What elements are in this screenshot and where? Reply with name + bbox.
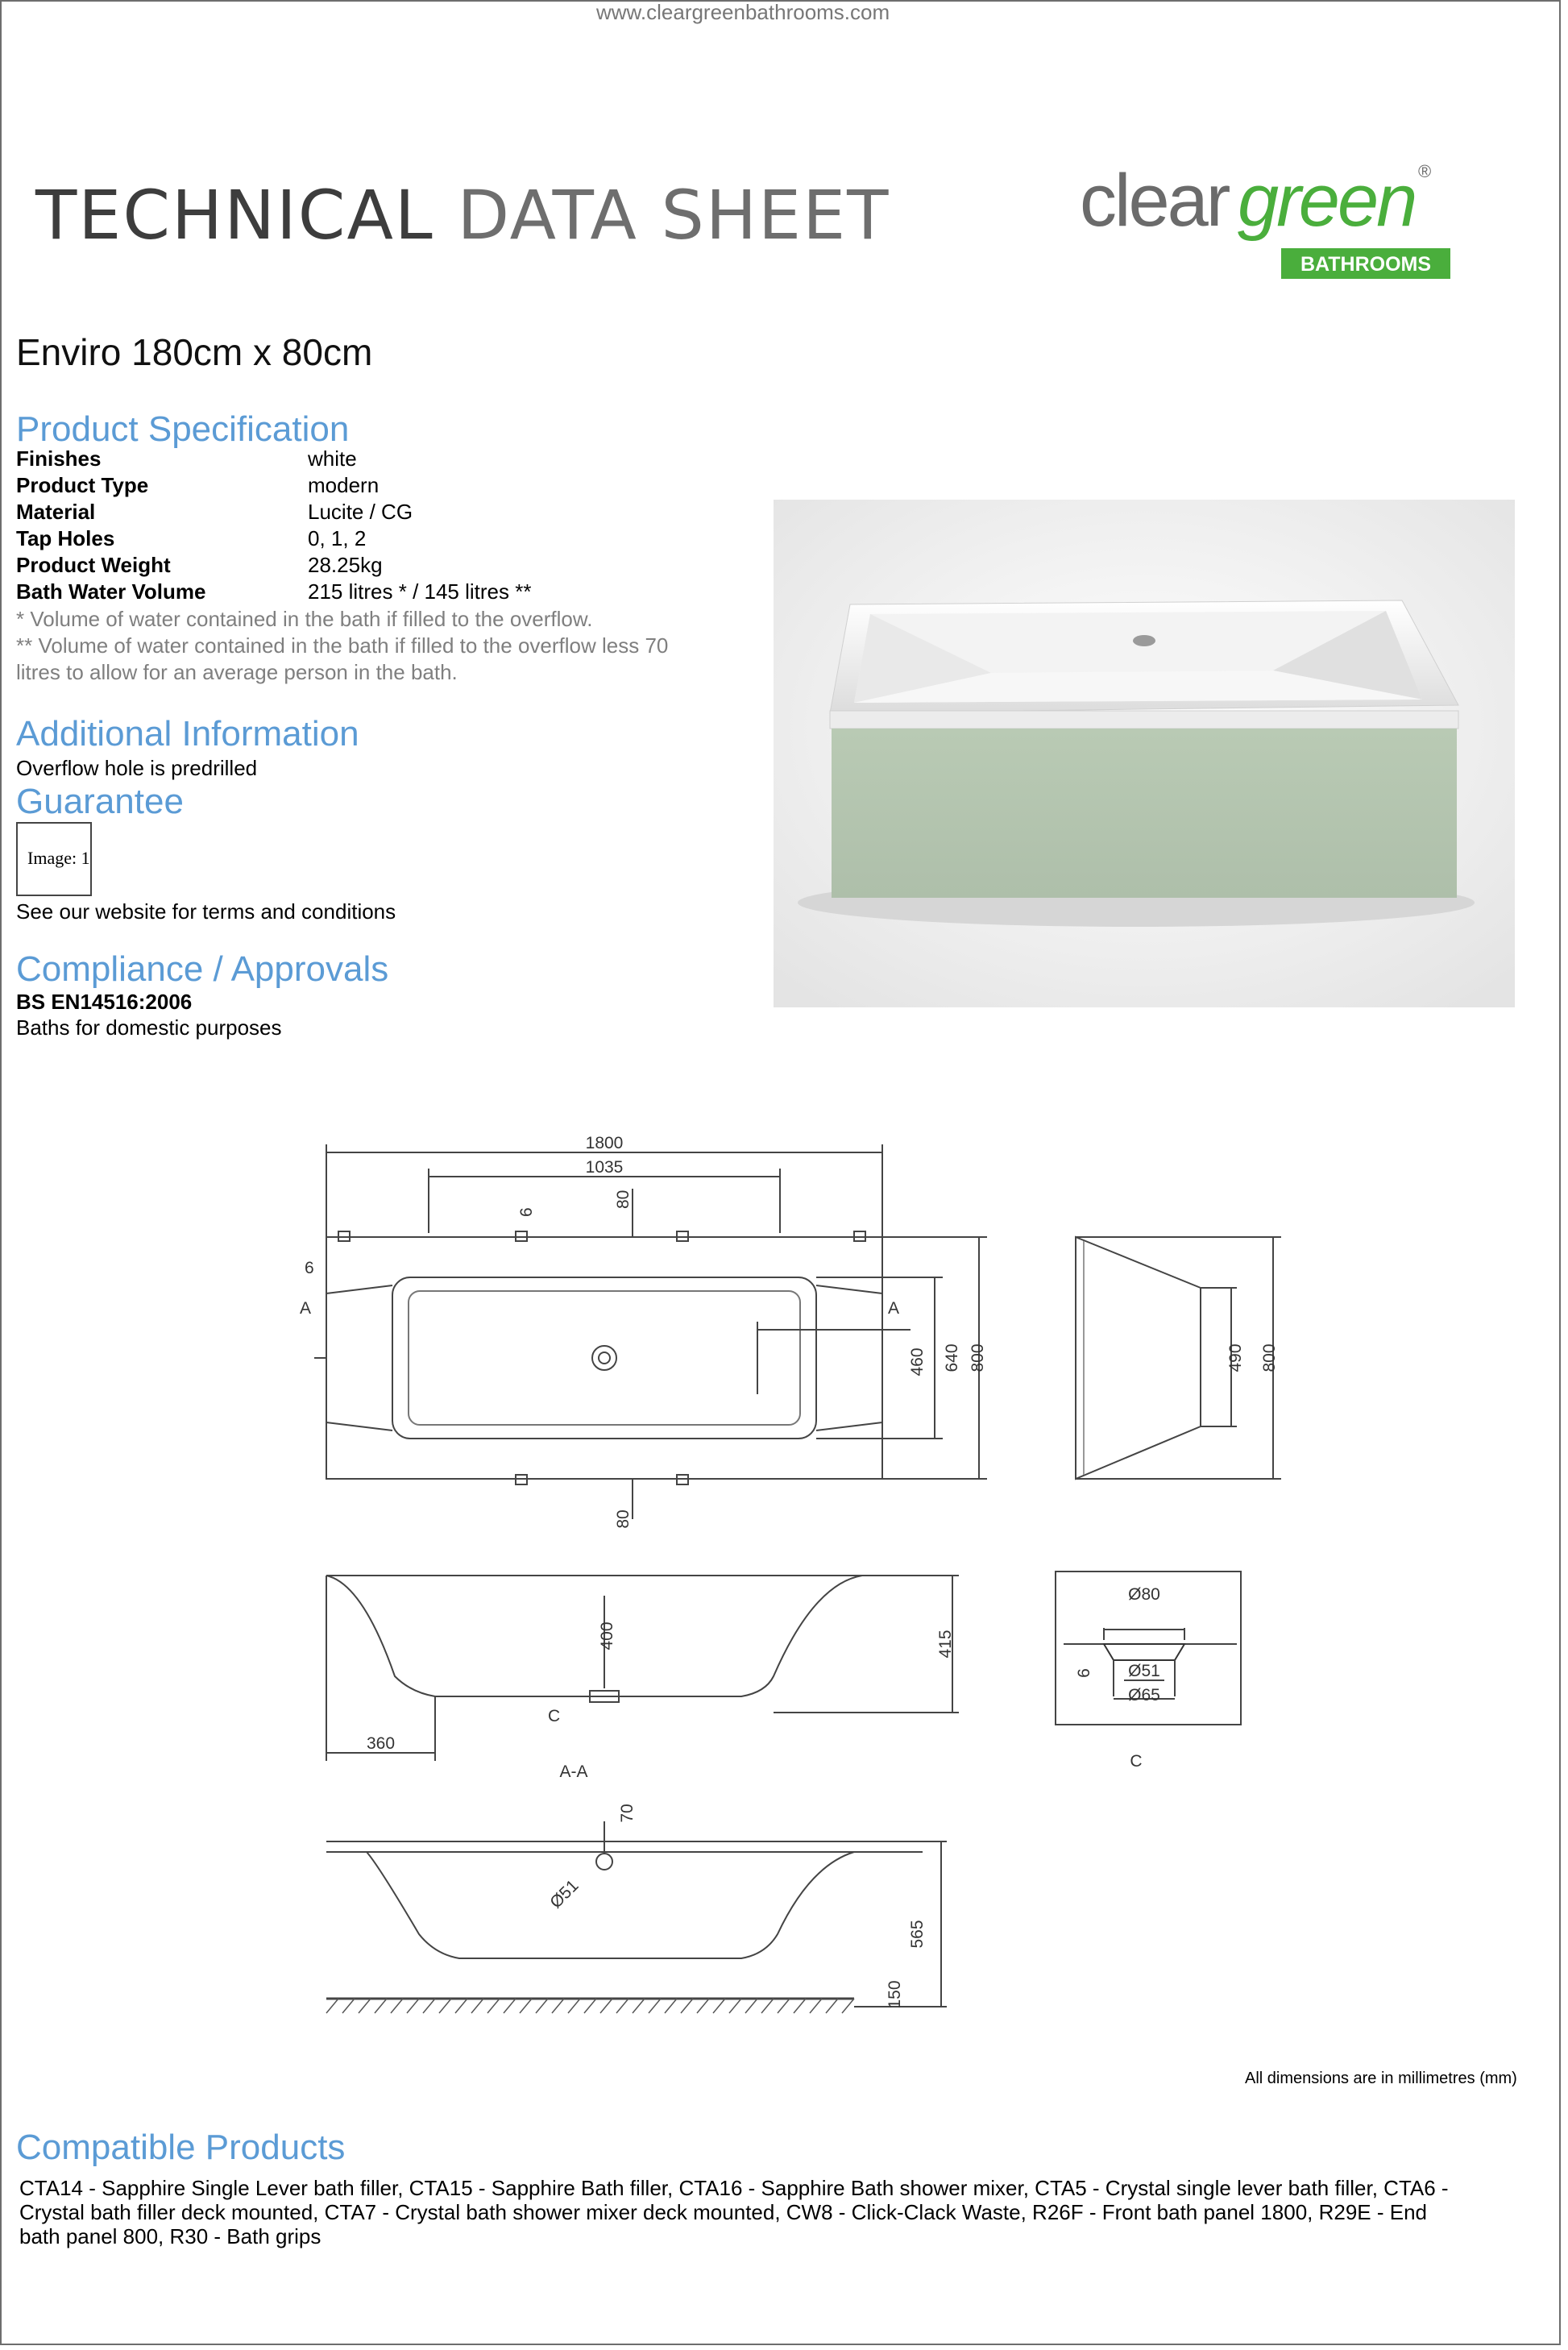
spec-label: Tap Holes bbox=[16, 526, 115, 550]
section-marker-a-left: A bbox=[300, 1299, 312, 1318]
svg-text:®: ® bbox=[1418, 161, 1432, 181]
section-marker-a-right: A bbox=[888, 1299, 900, 1318]
compliance-heading: Compliance / Approvals bbox=[16, 949, 389, 989]
guarantee-image-label: Image: 1 bbox=[27, 848, 90, 868]
dim-460: 460 bbox=[908, 1347, 927, 1376]
volume-note: ** Volume of water contained in the bath if filled to the overflow less 70 bbox=[16, 633, 669, 658]
spec-label: Bath Water Volume bbox=[16, 579, 206, 604]
sheet-title-strong: TECHNICAL bbox=[35, 176, 434, 255]
spec-value: 0, 1, 2 bbox=[308, 526, 367, 550]
spec-label: Material bbox=[16, 500, 96, 524]
bath-product-photo bbox=[774, 500, 1515, 1007]
spec-row bbox=[16, 472, 379, 499]
spec-value: 28.25kg bbox=[308, 553, 383, 577]
dim-400: 400 bbox=[598, 1621, 616, 1650]
dim-80-top: 80 bbox=[614, 1190, 633, 1209]
volume-note: * Volume of water contained in the bath if filled to the overflow. bbox=[16, 607, 593, 631]
spec-value: modern bbox=[308, 473, 380, 497]
dim-6-top: 6 bbox=[517, 1207, 536, 1217]
dim-o51-side: Ø51 bbox=[546, 1876, 583, 1912]
end-view bbox=[1076, 1237, 1281, 1479]
spec-label: Finishes bbox=[16, 446, 102, 471]
compatible-products-heading: Compatible Products bbox=[16, 2128, 346, 2167]
spec-value: 215 litres * / 145 litres ** bbox=[308, 579, 532, 604]
compliance-description: Baths for domestic purposes bbox=[16, 1015, 282, 1040]
spec-label: Product Weight bbox=[16, 553, 171, 577]
section-aa bbox=[326, 1576, 959, 1761]
dim-6-c: 6 bbox=[1075, 1668, 1093, 1678]
dim-360: 360 bbox=[367, 1734, 396, 1753]
dim-800: 800 bbox=[969, 1343, 987, 1372]
dim-1800: 1800 bbox=[585, 1134, 624, 1152]
dim-640: 640 bbox=[943, 1343, 961, 1372]
compatible-products-list: CTA14 - Sapphire Single Lever bath filler, CTA15 - Sapphire Bath filler, CTA16 - Sapphire Bath shower mixer, CTA5 - Crystal single lever bath filler, CTA6 - Crystal bath filler deck mounted, CTA7 - Crystal bath shower mixer deck mounted, CW8 - Click-Clack Waste, R26F - Front bath panel 1800, R29E - End bath panel 800, R30 - Bath grips bbox=[19, 2176, 1449, 2248]
dim-o65: Ø65 bbox=[1128, 1686, 1160, 1704]
dim-1035: 1035 bbox=[585, 1158, 624, 1177]
svg-text:green: green bbox=[1238, 160, 1416, 242]
svg-text:BATHROOMS: BATHROOMS bbox=[1300, 253, 1432, 276]
technical-drawing bbox=[290, 1112, 1297, 2063]
compliance-standard: BS EN14516:2006 bbox=[16, 990, 193, 1014]
spec-value: Lucite / CG bbox=[308, 500, 413, 524]
spec-row bbox=[16, 446, 357, 472]
spec-row bbox=[16, 579, 531, 605]
spec-value: white bbox=[308, 446, 357, 471]
dim-70: 70 bbox=[618, 1804, 637, 1823]
spec-row bbox=[16, 499, 413, 525]
sheet-title-light: DATA SHEET bbox=[457, 176, 890, 255]
guarantee-text: See our website for terms and conditions bbox=[16, 899, 396, 924]
site-url[interactable]: www.cleargreenbathrooms.com bbox=[596, 0, 890, 24]
guarantee-heading: Guarantee bbox=[16, 782, 184, 821]
detail-c-title: C bbox=[1130, 1752, 1143, 1771]
side-section bbox=[326, 1821, 947, 2013]
dim-565: 565 bbox=[908, 1920, 927, 1949]
guarantee-image-placeholder bbox=[16, 822, 92, 896]
dim-80-bottom: 80 bbox=[614, 1509, 633, 1529]
dim-o80: Ø80 bbox=[1128, 1585, 1160, 1604]
volume-note: litres to allow for an average person in the bath. bbox=[16, 660, 458, 684]
additional-info-text: Overflow hole is predrilled bbox=[16, 756, 258, 780]
dim-490: 490 bbox=[1226, 1343, 1245, 1372]
spec-row bbox=[16, 525, 366, 552]
plan-view bbox=[314, 1144, 987, 1519]
cleargreen-logo bbox=[1080, 153, 1458, 298]
dim-o51: Ø51 bbox=[1128, 1662, 1160, 1680]
svg-text:clear: clear bbox=[1080, 160, 1229, 242]
product-spec-heading: Product Specification bbox=[16, 409, 350, 449]
product-name: Enviro 180cm x 80cm bbox=[16, 331, 373, 373]
spec-label: Product Type bbox=[16, 473, 149, 497]
dim-415: 415 bbox=[936, 1630, 955, 1659]
dimensions-note: All dimensions are in millimetres (mm) bbox=[1245, 2070, 1517, 2087]
dim-800-end: 800 bbox=[1260, 1343, 1279, 1372]
sheet-title bbox=[35, 176, 890, 255]
section-aa-title: A-A bbox=[559, 1762, 588, 1781]
dim-150: 150 bbox=[886, 1980, 904, 2009]
additional-info-heading: Additional Information bbox=[16, 714, 359, 754]
dim-6-left: 6 bbox=[305, 1259, 314, 1277]
spec-row bbox=[16, 552, 383, 579]
detail-ref-c: C bbox=[548, 1707, 561, 1725]
